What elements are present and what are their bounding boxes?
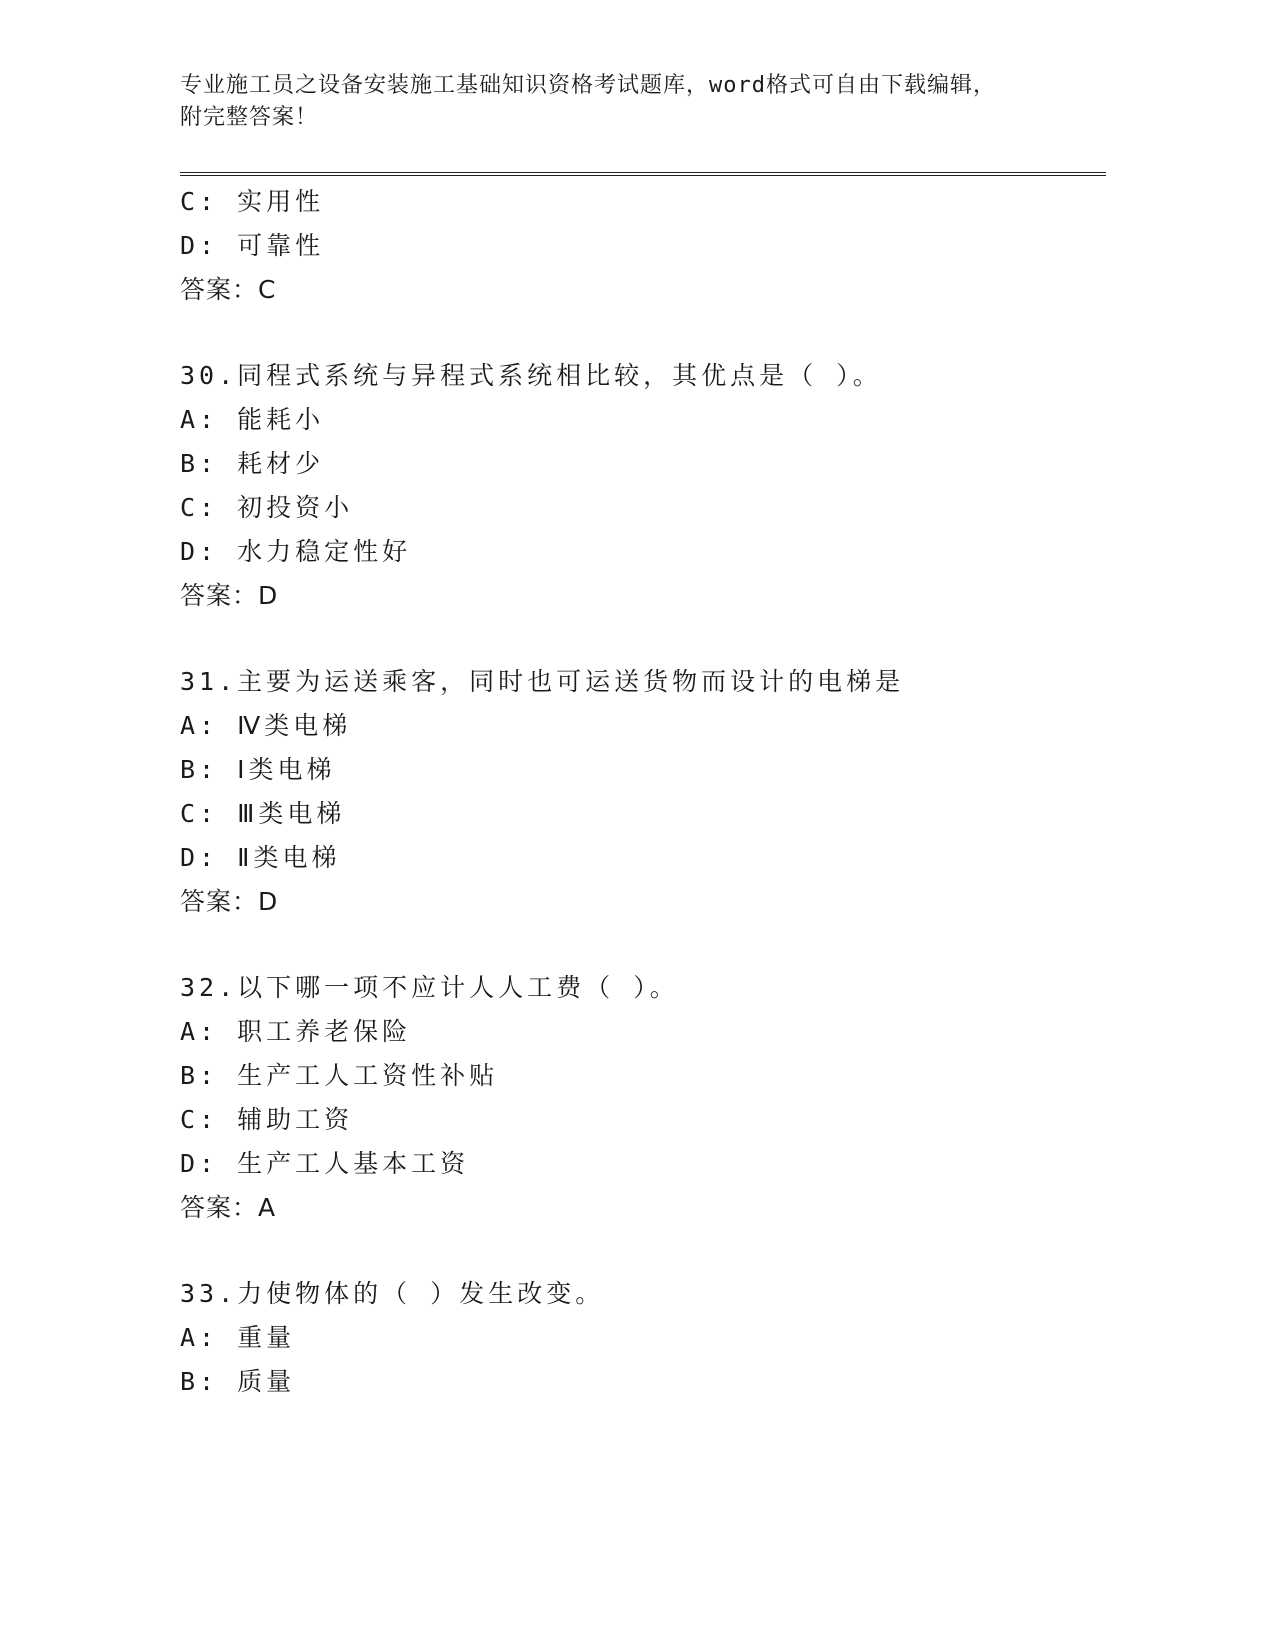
answer-line: 答案：C (180, 275, 277, 304)
option-a: A: 能耗小 (180, 405, 325, 434)
option-a: A: Ⅳ类电梯 (180, 711, 352, 740)
question-list (180, 180, 1100, 1404)
question-block-32 (180, 966, 1100, 1230)
answer-line: 答案：D (180, 887, 279, 916)
option-c: C: 实用性 (180, 187, 325, 216)
spacer (180, 1230, 1100, 1272)
option-b: B: Ⅰ类电梯 (180, 755, 336, 784)
answer-line: 答案：D (180, 581, 279, 610)
header-line-2: 附完整答案！ (180, 105, 319, 130)
header-divider (180, 172, 1106, 176)
option-a: A: 职工养老保险 (180, 1017, 412, 1046)
spacer (180, 924, 1100, 966)
question-block-30 (180, 354, 1100, 618)
option-c: C: 初投资小 (180, 493, 354, 522)
question-text: 33.力使物体的（ ）发生改变。 (180, 1279, 605, 1308)
option-d: D: 生产工人基本工资 (180, 1149, 470, 1178)
question-block-31 (180, 660, 1100, 924)
option-d: D: Ⅱ类电梯 (180, 843, 341, 872)
option-d: D: 水力稳定性好 (180, 537, 412, 566)
question-block-33 (180, 1272, 1100, 1404)
option-b: B: 生产工人工资性补贴 (180, 1061, 499, 1090)
option-b: B: 质量 (180, 1367, 296, 1396)
option-c: C: 辅助工资 (180, 1105, 354, 1134)
option-c: C: Ⅲ类电梯 (180, 799, 346, 828)
option-a: A: 重量 (180, 1323, 296, 1352)
question-text: 32.以下哪一项不应计人人工费（ ）。 (180, 973, 679, 1002)
spacer (180, 618, 1100, 660)
option-b: B: 耗材少 (180, 449, 325, 478)
header-line-1: 专业施工员之设备安装施工基础知识资格考试题库，word格式可自由下载编辑， (180, 73, 996, 98)
question-text: 30.同程式系统与异程式系统相比较，其优点是（ ）。 (180, 361, 882, 390)
question-block-29 (180, 180, 1100, 312)
spacer (180, 312, 1100, 354)
option-d: D: 可靠性 (180, 231, 325, 260)
question-text: 31.主要为运送乘客，同时也可运送货物而设计的电梯是 (180, 667, 905, 696)
document-header (180, 70, 1060, 134)
answer-line: 答案：A (180, 1193, 277, 1222)
